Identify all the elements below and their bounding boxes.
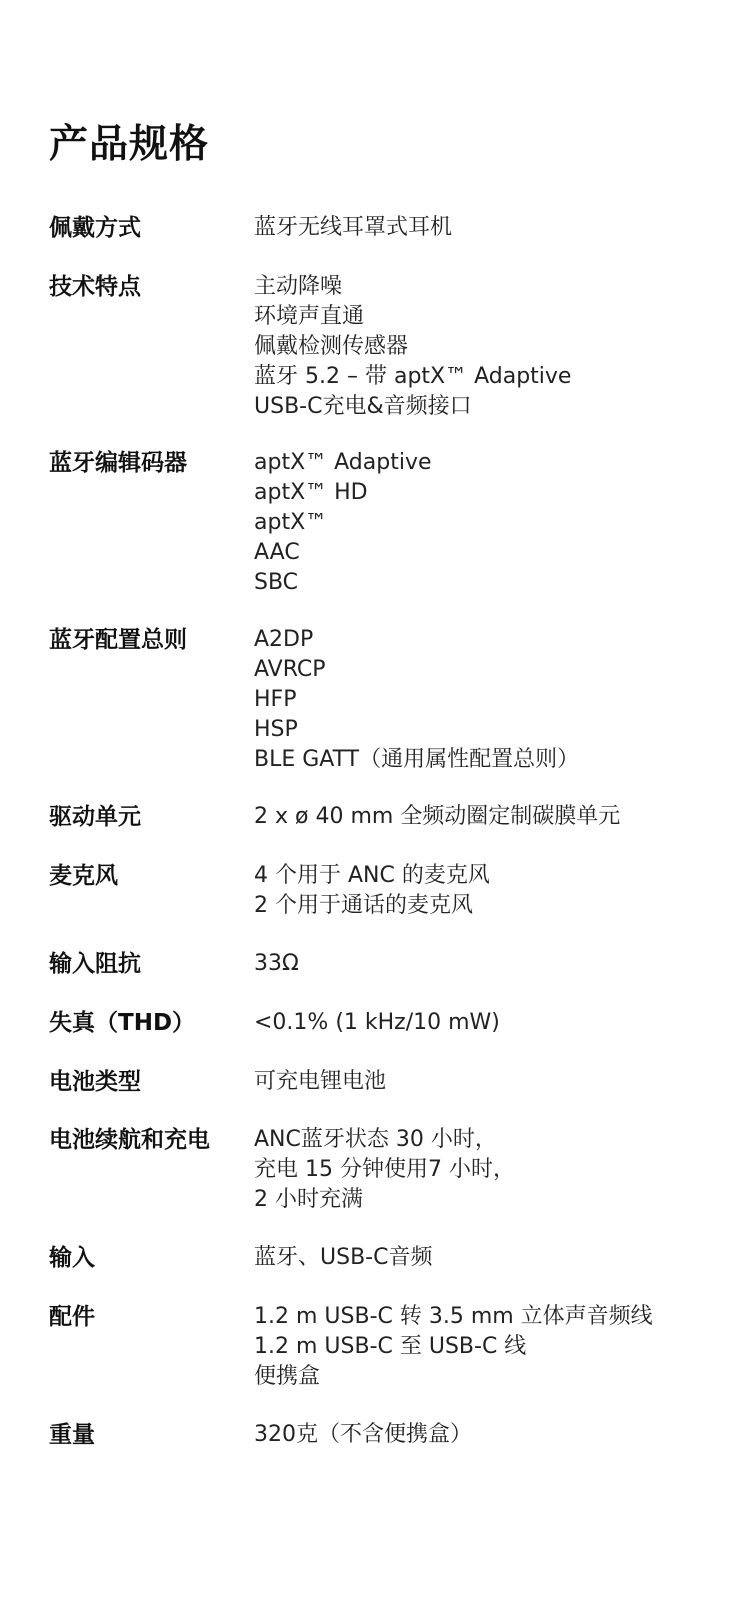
spec-value: USB-C充电&音频接口 <box>254 394 472 419</box>
spec-values <box>254 448 734 598</box>
spec-values <box>254 1302 734 1392</box>
spec-value: 33Ω <box>254 951 299 976</box>
spec-label: 电池续航和充电 <box>49 1127 210 1153</box>
spec-value: aptX™ Adaptive <box>254 450 432 475</box>
spec-label: 技术特点 <box>49 274 141 300</box>
spec-value: 充电 15 分钟使用7 小时， <box>254 1157 515 1182</box>
spec-value: HSP <box>254 717 298 742</box>
spec-label: 失真（THD） <box>49 1010 196 1036</box>
spec-label: 佩戴方式 <box>49 215 141 241</box>
spec-values <box>254 1125 734 1215</box>
spec-value: A2DP <box>254 627 314 652</box>
spec-label: 重量 <box>49 1422 95 1448</box>
spec-value: 可充电锂电池 <box>254 1069 387 1094</box>
spec-label: 蓝牙编辑码器 <box>49 450 187 476</box>
spec-values <box>254 1067 734 1097</box>
spec-values <box>254 861 734 921</box>
spec-value: 4 个用于 ANC 的麦克风 <box>254 863 490 888</box>
spec-label: 麦克风 <box>49 863 118 889</box>
page-title: 产品规格 <box>49 122 210 167</box>
spec-value: 2 x ø 40 mm 全频动圈定制碳膜单元 <box>254 804 621 829</box>
spec-value: 2 个用于通话的麦克风 <box>254 893 473 918</box>
spec-value: 环境声直通 <box>254 304 365 329</box>
spec-value: BLE GATT（通用属性配置总则） <box>254 747 580 772</box>
spec-value: 蓝牙、USB-C音频 <box>254 1245 433 1270</box>
spec-values <box>254 213 734 243</box>
spec-values <box>254 802 734 832</box>
spec-value: 主动降噪 <box>254 274 343 299</box>
spec-values <box>254 272 734 422</box>
spec-value: HFP <box>254 687 297 712</box>
spec-label: 驱动单元 <box>49 804 141 830</box>
spec-value: 蓝牙无线耳罩式耳机 <box>254 215 453 240</box>
spec-label: 配件 <box>49 1304 95 1330</box>
spec-value: 1.2 m USB-C 转 3.5 mm 立体声音频线 <box>254 1304 653 1329</box>
spec-value: 蓝牙 5.2 – 带 aptX™ Adaptive <box>254 364 572 389</box>
spec-value: 1.2 m USB-C 至 USB-C 线 <box>254 1334 527 1359</box>
spec-value: <0.1% (1 kHz/10 mW) <box>254 1010 500 1035</box>
spec-value: 佩戴检测传感器 <box>254 334 409 359</box>
spec-values <box>254 1243 734 1273</box>
spec-value: aptX™ <box>254 510 328 535</box>
spec-value: aptX™ HD <box>254 480 368 505</box>
spec-values <box>254 625 734 775</box>
spec-values <box>254 949 734 979</box>
spec-value: 2 小时充满 <box>254 1187 363 1212</box>
spec-label: 蓝牙配置总则 <box>49 627 187 653</box>
spec-label: 输入 <box>49 1245 95 1271</box>
spec-value: AVRCP <box>254 657 326 682</box>
spec-label: 输入阻抗 <box>49 951 141 977</box>
spec-value: ANC蓝牙状态 30 小时， <box>254 1127 497 1152</box>
spec-label: 电池类型 <box>49 1069 141 1095</box>
spec-values <box>254 1420 734 1450</box>
spec-value: AAC <box>254 540 300 565</box>
spec-value: 320克（不含便携盒） <box>254 1422 472 1447</box>
spec-value: 便携盒 <box>254 1364 321 1389</box>
spec-value: SBC <box>254 570 299 595</box>
spec-values <box>254 1008 734 1038</box>
